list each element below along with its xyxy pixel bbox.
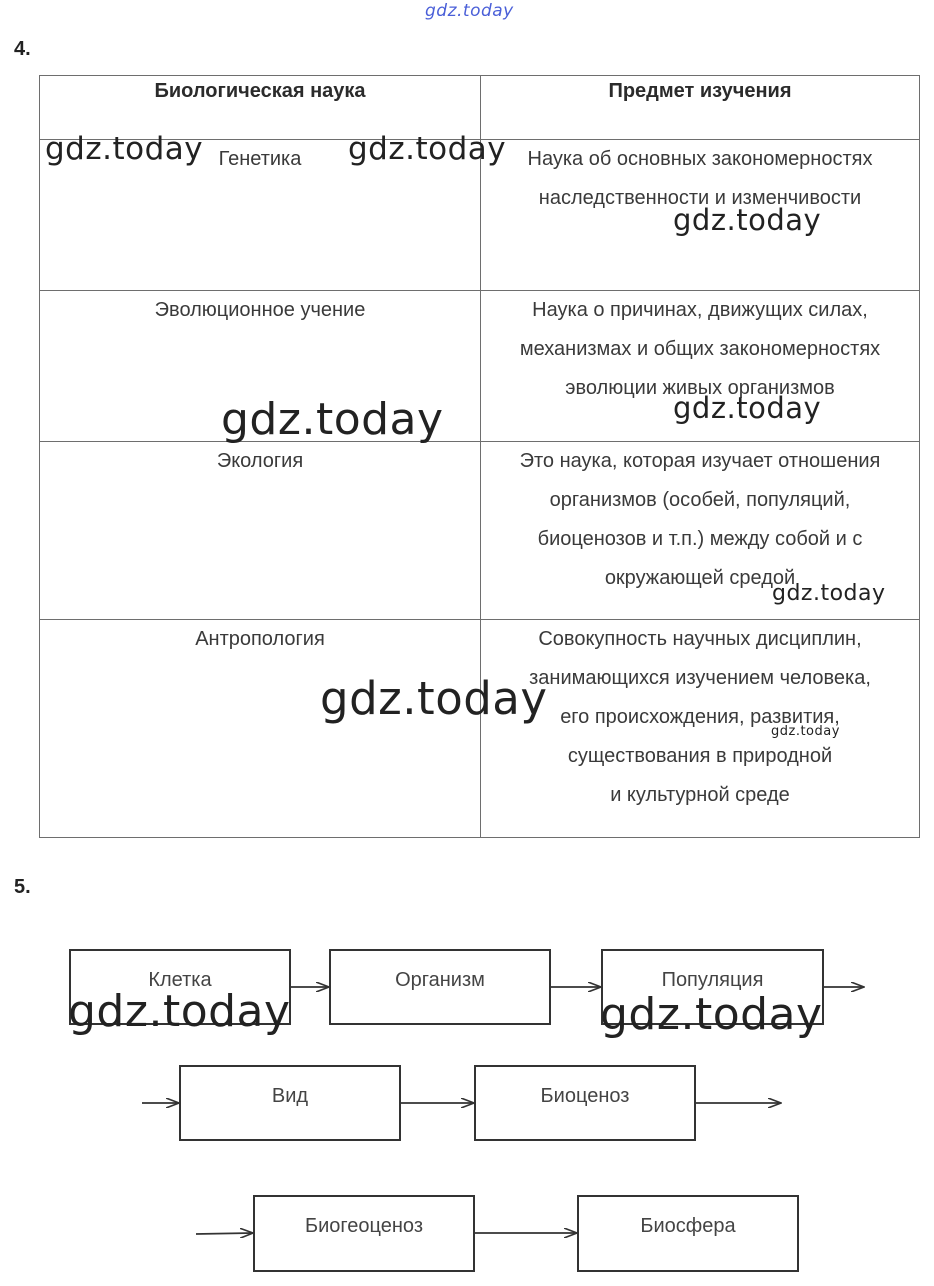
- subject-line: эволюции живых организмов: [565, 377, 835, 399]
- level-box-species: Вид: [179, 1065, 401, 1141]
- subject-line: Наука об основных закономерностях: [527, 148, 873, 170]
- watermark: gdz.today: [320, 672, 548, 725]
- subject-line: занимающихся изучением человека,: [529, 667, 871, 689]
- subject-line: механизмах и общих закономерностях: [519, 338, 881, 360]
- task-5-number: 5.: [14, 876, 31, 898]
- header-science: Биологическая наука: [40, 76, 481, 140]
- science-cell: Генетика: [40, 140, 481, 291]
- subject-line: Наука о причинах, движущих силах,: [532, 299, 868, 321]
- level-box-biocenosis: Биоценоз: [474, 1065, 696, 1141]
- watermark-top: gdz.today: [425, 1, 514, 21]
- subject-line: и культурной среде: [610, 784, 790, 806]
- science-cell: Эволюционное учение: [40, 291, 481, 442]
- watermark: gdz.today: [221, 394, 444, 445]
- header-subject: Предмет изучения: [481, 76, 920, 140]
- watermark: gdz.today: [772, 581, 886, 606]
- watermark: gdz.today: [68, 986, 291, 1037]
- arrow: [196, 1233, 253, 1234]
- subject-line: наследственности и изменчивости: [538, 187, 862, 209]
- subject-line: биоценозов и т.п.) между собой и с: [537, 528, 863, 550]
- subject-line: Совокупность научных дисциплин,: [538, 628, 862, 650]
- watermark: gdz.today: [673, 391, 822, 425]
- level-box-organism: Организм: [329, 949, 551, 1025]
- level-box-biogeocenosis: Биогеоценоз: [253, 1195, 475, 1272]
- subject-line: существования в природной: [567, 745, 833, 767]
- subject-line: окружающей средой: [604, 567, 796, 589]
- task-4-number: 4.: [14, 38, 31, 60]
- level-box-cell: Клетка: [69, 949, 291, 1025]
- science-cell: Экология: [40, 442, 481, 620]
- subject-line: организмов (особей, популяций,: [549, 489, 851, 511]
- science-cell: Антропология: [40, 620, 481, 838]
- watermark: gdz.today: [348, 131, 507, 167]
- subject-line: его происхождения, развития,: [560, 706, 840, 728]
- level-box-population: Популяция: [601, 949, 824, 1025]
- watermark: gdz.today: [600, 989, 823, 1040]
- watermark: gdz.today: [45, 131, 204, 167]
- watermark: gdz.today: [771, 724, 840, 739]
- watermark: gdz.today: [673, 203, 822, 237]
- subject-line: Это наука, которая изучает отношения: [519, 450, 881, 472]
- level-box-biosphere: Биосфера: [577, 1195, 799, 1272]
